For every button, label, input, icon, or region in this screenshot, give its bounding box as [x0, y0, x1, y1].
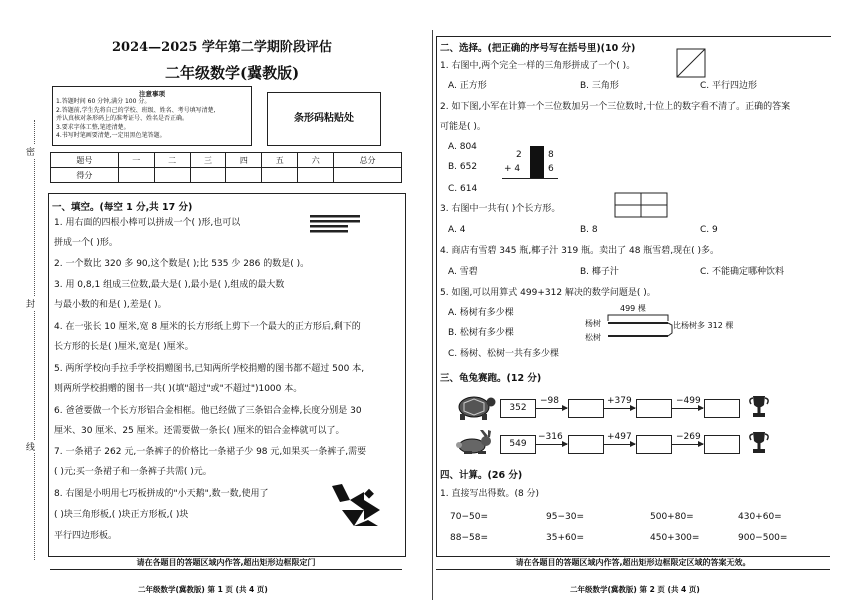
calc-item: 70−50= — [450, 512, 488, 522]
diagram-row-label: 杨树 — [585, 319, 601, 328]
question-line: 2. 一个数比 320 多 90,这个数是( );比 535 少 286 的数是( )。 — [54, 259, 310, 269]
calc-digit: 8 — [548, 150, 554, 160]
rectangles-figure — [614, 192, 668, 218]
option: C. 杨树、松树一共有多少棵 — [448, 349, 560, 359]
question-line: 7. 一条裙子 262 元,一条裤子的价格比一条裙子少 98 元,如果买一条裤子,需要 — [54, 447, 367, 457]
race-answer-box[interactable] — [704, 435, 740, 454]
calc-digit: 2 — [516, 150, 522, 160]
question-line: 3. 用 0,8,1 组成三位数,最大是( ),最小是( ),组成的最大数 — [54, 280, 285, 290]
note-item: 4.书写时笔画要清楚,一定用黑色笔答题。 — [56, 132, 166, 139]
score-header-row — [51, 153, 402, 168]
question-line: ( )元;买一条裙子和一条裤子共需( )元。 — [54, 467, 212, 477]
score-header: 一 — [118, 153, 154, 168]
race-op: +379 — [607, 396, 632, 406]
arrow-icon — [535, 408, 567, 409]
note-item: 2.答题前,学生先将自己的学校、班级、姓名、考号填写清楚, — [56, 106, 216, 114]
score-table — [50, 152, 402, 183]
binding-line — [34, 120, 35, 560]
option: B. 椰子汁 — [580, 267, 619, 277]
trophy-icon — [748, 430, 770, 456]
score-header: 三 — [190, 153, 226, 168]
turtle-icon — [452, 393, 496, 421]
option: B. 8 — [580, 225, 598, 235]
calc-digit: 6 — [548, 164, 554, 174]
question-line: 1. 用右面的四根小棒可以拼成一个( )形,也可以 — [54, 218, 241, 228]
calc-line — [502, 178, 558, 179]
score-cell[interactable] — [190, 168, 226, 183]
score-header: 题号 — [51, 153, 119, 168]
footer-notice: 请在各题目的答题区域内作答,超出矩形边框限定门 — [50, 556, 402, 570]
score-cell[interactable] — [118, 168, 154, 183]
section1-heading: 一、填空。(每空 1 分,共 17 分) — [52, 202, 193, 213]
calc-item: 450+300= — [650, 533, 700, 543]
exam-subtitle: 二年级数学(冀教版) — [165, 64, 300, 82]
option: A. 804 — [448, 142, 477, 152]
score-cell[interactable] — [226, 168, 262, 183]
race-op: +497 — [607, 432, 632, 442]
barcode-box — [267, 92, 381, 146]
diagram-row-label: 松树 — [585, 333, 601, 342]
note-item: 1.答题时间 60 分钟,满分 100 分。 — [56, 98, 151, 105]
option: A. 正方形 — [448, 81, 487, 91]
question-line: 4. 在一张长 10 厘米,宽 8 厘米的长方形纸上剪下一个最大的正方形后,剩下的 — [54, 322, 361, 332]
section4-heading: 四、计算。(26 分) — [440, 470, 523, 481]
choice-question-1: 1. 右图中,两个完全一样的三角形拼成了一个( )。 — [440, 61, 636, 71]
score-row — [51, 168, 402, 183]
score-header: 二 — [154, 153, 190, 168]
race-op: −499 — [676, 396, 701, 406]
diagram-top-label: 499 棵 — [620, 304, 646, 313]
option: C. 平行四边形 — [700, 81, 758, 91]
rabbit-icon — [452, 430, 496, 456]
race-start-value: 352 — [500, 399, 536, 418]
score-row-label: 得分 — [51, 168, 119, 183]
arrow-icon — [535, 444, 567, 445]
question-line: 则两所学校捐赠的图书一共( )(填"超过"或"不超过")1000 本。 — [54, 384, 303, 394]
race-answer-box[interactable] — [568, 399, 604, 418]
race-op: −316 — [538, 432, 563, 442]
question-line: 拼成一个( )形。 — [54, 238, 118, 248]
score-header: 六 — [298, 153, 334, 168]
question-line: 6. 爸爸要做一个长方形铝合金相框。他已经做了三条铝合金棒,长度分别是 30 — [54, 406, 362, 416]
footer-notice: 请在各题目的答题区域内作答,超出矩形边框限定区域的答案无效。 — [436, 556, 830, 570]
score-cell[interactable] — [262, 168, 298, 183]
notes-box — [52, 86, 252, 146]
calc-item: 35+60= — [546, 533, 584, 543]
side-label-feng: 封 — [26, 297, 35, 310]
calc-item: 95−30= — [546, 512, 584, 522]
notes-heading: 注意事项 — [139, 90, 165, 98]
notes-list — [53, 98, 251, 141]
calc-digit: + 4 — [504, 164, 521, 174]
score-cell[interactable] — [154, 168, 190, 183]
option: B. 松树有多少棵 — [448, 328, 514, 338]
question-line: 厘米、30 厘米、25 厘米。还需要做一条长( )厘米的铝合金棒就可以了。 — [54, 426, 345, 436]
barcode-label: 条形码粘贴处 — [294, 113, 354, 124]
race-answer-box[interactable] — [636, 399, 672, 418]
calc-item: 88−58= — [450, 533, 488, 543]
race-op: −269 — [676, 432, 701, 442]
score-header: 总分 — [334, 153, 402, 168]
choice-question-5: 5. 如图,可以用算式 499+312 解决的数学问题是( )。 — [440, 288, 656, 298]
sticks-figure — [308, 214, 362, 234]
question-line: ( )块三角形板,( )块正方形板,( )块 — [54, 510, 189, 520]
race-op: −98 — [540, 396, 559, 406]
triangles-square-figure — [676, 48, 706, 78]
note-item: 3.要求字体工整,笔迹清楚。 — [56, 123, 130, 131]
score-cell[interactable] — [298, 168, 334, 183]
option: A. 4 — [448, 225, 466, 235]
note-item: 并认真核对条形码上的准考证号、姓名是否正确。 — [56, 115, 189, 122]
calc-item: 430+60= — [738, 512, 782, 522]
side-label-xian: 线 — [26, 440, 35, 453]
page-number: 二年级数学(冀教版) 第 1 页 (共 4 页) — [138, 585, 268, 594]
arrow-icon — [603, 408, 635, 409]
arrow-icon — [603, 444, 635, 445]
section2-heading: 二、选择。(把正确的序号写在括号里)(10 分) — [440, 43, 636, 54]
question-line: 5. 两所学校向手拉手学校捐赠图书,已知两所学校捐赠的图书都不超过 500 本, — [54, 364, 365, 374]
question-line: 与最小数的和是( ),差是( )。 — [54, 300, 167, 310]
race-answer-box[interactable] — [568, 435, 604, 454]
score-header: 四 — [226, 153, 262, 168]
option: C. 9 — [700, 225, 718, 235]
question-line: 长方形的长是( )厘米,宽是( )厘米。 — [54, 342, 194, 352]
option: B. 三角形 — [580, 81, 619, 91]
race-answer-box[interactable] — [704, 399, 740, 418]
right-page — [430, 0, 860, 609]
calc-title: 1. 直接写出得数。(8 分) — [440, 489, 540, 499]
option: C. 不能确定哪种饮料 — [700, 267, 785, 277]
arrow-icon — [671, 408, 703, 409]
exam-title: 2024—2025 学年第二学期阶段评估 — [112, 40, 332, 55]
trophy-icon — [748, 394, 770, 420]
arrow-icon — [671, 444, 703, 445]
calc-item: 500+80= — [650, 512, 694, 522]
option: C. 614 — [448, 184, 478, 194]
choice-question-3: 3. 右图中一共有( )个长方形。 — [440, 204, 561, 214]
question-line: 8. 右图是小明用七巧板拼成的"小天鹅",数一数,使用了 — [54, 489, 269, 499]
option: A. 杨树有多少棵 — [448, 308, 514, 318]
hidden-digit-block — [530, 146, 544, 178]
choice-question-4: 4. 商店有雪碧 345 瓶,椰子汁 319 瓶。卖出了 48 瓶雪碧,现在( )多。 — [440, 246, 720, 256]
score-header: 五 — [262, 153, 298, 168]
race-start-value: 549 — [500, 435, 536, 454]
side-label-mi: 密 — [26, 145, 35, 158]
segment-diagram — [606, 311, 676, 343]
tangram-swan-figure — [328, 482, 382, 528]
diagram-note: 比杨树多 312 棵 — [673, 321, 734, 330]
choice-question-2-cont: 可能是( )。 — [440, 122, 486, 132]
section3-heading: 三、龟兔赛跑。(12 分) — [440, 373, 542, 384]
race-answer-box[interactable] — [636, 435, 672, 454]
question-line: 平行四边形板。 — [54, 531, 118, 541]
option: B. 652 — [448, 162, 478, 172]
choice-question-2: 2. 如下图,小军在计算一个三位数加另一个三位数时,十位上的数字看不清了。正确的答案 — [440, 102, 791, 112]
option: A. 雪碧 — [448, 267, 478, 277]
calc-item: 900−500= — [738, 533, 788, 543]
score-cell[interactable] — [334, 168, 402, 183]
page-number: 二年级数学(冀教版) 第 2 页 (共 4 页) — [570, 585, 700, 594]
